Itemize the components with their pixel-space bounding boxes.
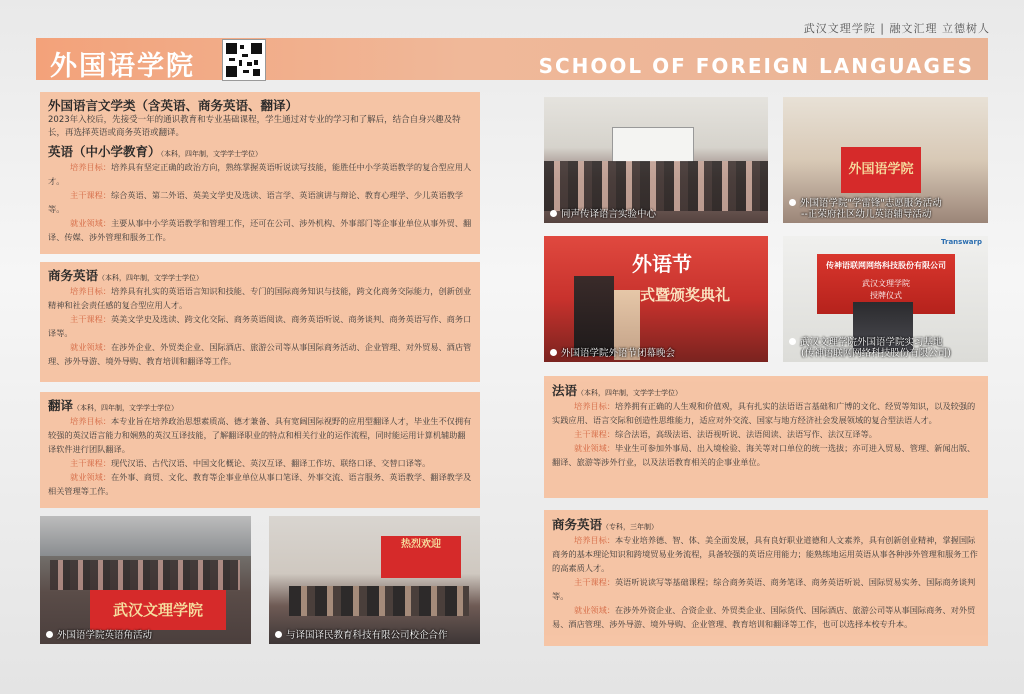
photo5-caption: 外国语学院外语节闭幕晚会	[544, 348, 679, 362]
photo-english-corner	[40, 516, 251, 644]
festival-title: 外语节	[632, 252, 692, 276]
photo3-caption: 同声传译语言实验中心	[544, 209, 660, 223]
section-title-business: 商务英语（本科，四年制，文学学士学位）	[48, 268, 204, 283]
panel-business-english	[40, 262, 480, 382]
translation-jobs: 就业领域：在外事、商贸、文化、教育等企事业单位从事口笔译、外事交流、语言服务、英语教学、翻译教学及相关管理等工作。	[48, 472, 472, 496]
screen-logo: Transwarp	[941, 238, 982, 246]
business-college-jobs: 就业领域：在涉外外资企业、合资企业、外贸类企业、国际货代、国际酒店、旅游公司等从事国际商务、对外贸易、酒店管理、涉外导游、境外导购、企业管理、教育培训和翻译等工作，也可以选择本校专升本。	[552, 605, 976, 629]
qr-code-icon	[222, 39, 266, 81]
english-jobs: 就业领域：主要从事中小学英语教学和管理工作，还可在公司、涉外机构、外事部门等企事业单位从事外贸、翻译、传媒、涉外管理和服务工作。	[48, 218, 472, 242]
category-title: 外国语言文学类（含英语、商务英语、翻译）	[48, 98, 299, 113]
english-title: SCHOOL OF FOREIGN LANGUAGES	[538, 54, 974, 78]
panel-english	[40, 92, 480, 254]
photo4-caption: 外国语学院"学雷锋"志愿服务活动 --正荣府社区幼儿英语辅导活动	[783, 198, 946, 223]
section-title-english: 英语（中小学教育）（本科，四年制，文学学士学位）	[48, 144, 263, 159]
panel-french	[544, 376, 988, 498]
photo6-caption: 武汉文理学院外国语学院实习基地 (传神语联网网络科技股份有限公司)	[783, 337, 955, 362]
photo1-banner: 武汉文理学院	[90, 590, 226, 630]
section-title-translation: 翻译（本科，四年制，文学学士学位）	[48, 398, 179, 413]
school-motto: 武汉文理学院 | 融文汇理 立德树人	[803, 22, 990, 35]
category-desc: 2023年入校后，先接受一年的通识教育和专业基础课程，学生通过对专业的学习和了解后，结合自身兴趣及特长，再选择英语或商务英语或翻译。	[48, 115, 461, 138]
section-title-french: 法语（本科，四年制，文学学士学位）	[552, 383, 683, 398]
french-courses: 主干课程：综合法语，高级法语、法语视听说、法语阅读、法语写作、法汉互译等。	[574, 429, 877, 439]
business-college-goal: 培养目标：本专业培养德、智、体、美全面发展，具有良好职业道德和人文素养，具有创新创业精神，掌握国际商务的基本理论知识和跨境贸易业务流程，具备较强的英语应用能力；能熟练地运用英语从事各种涉外管理和服务工作的高素质人才。	[552, 535, 978, 573]
english-goal: 培养目标：培养具有坚定正确的政治方向，熟练掌握英语听说读写技能，能胜任中小学英语教学的复合型应用人才。	[48, 162, 472, 186]
business-jobs: 就业领域：在涉外企业、外贸类企业、国际酒店、旅游公司等从事国际商务活动、企业管理、对外贸易、酒店管理、涉外导游、境外导购、教育培训和翻译等工作。	[48, 342, 472, 366]
english-courses: 主干课程：综合英语、第二外语、英美文学史及选读、语言学、英语演讲与辩论、教育心理学、少儿英语教学等。	[48, 190, 464, 214]
photo2-banner: 热烈欢迎	[381, 536, 461, 578]
photo-internship-base	[783, 236, 988, 362]
business-goal: 培养目标：培养具有扎实的英语语言知识和技能、专门的国际商务知识与技能，跨文化商务交际能力，创新创业精神和社会责任感的复合型应用人才。	[48, 286, 472, 310]
screen-sub1: 武汉文理学院	[862, 279, 910, 288]
business-college-courses: 主干课程：英语听说读写等基础课程；综合商务英语、商务笔译、商务英语听说、国际贸易实务、国际商务谈判等。	[552, 577, 976, 601]
photo-language-festival	[544, 236, 768, 362]
section-title-business-college: 商务英语（专科，三年制）	[552, 517, 659, 532]
translation-courses: 主干课程：现代汉语、古代汉语、中国文化概论、英汉互译、翻译工作坊、联络口译、交替口译等。	[70, 458, 431, 468]
screen-sub2: 授牌仪式	[870, 291, 902, 300]
photo4-banner: 外国语学院	[841, 147, 921, 193]
festival-sub: 式暨颁奖典礼	[640, 286, 731, 304]
page-title: 外国语学院	[50, 51, 195, 82]
business-courses: 主干课程：英美文学史及选读、跨文化交际、商务英语阅读、商务英语听说、商务谈判、商务英语写作、商务口译等。	[48, 314, 472, 338]
french-jobs: 就业领域：毕业生可参加外事局、出入境检验、海关等对口单位的统一选拔；亦可进入贸易、管理、新闻出版、翻译、旅游等涉外行业，以及法语教育相关的企事业单位。	[552, 443, 976, 467]
photo-interpretation-lab	[544, 97, 768, 223]
french-goal: 培养目标：培养拥有正确的人生观和价值观，具有扎实的法语语言基础和广博的文化、经贸等知识，以及较强的实践应用、语言交际和创造性思维能力，适应对外交流、国家与地方经济社会发展领域的复合型法语人才。	[552, 401, 976, 425]
photo1-caption: 外国语学院英语角活动	[40, 630, 156, 644]
screen-title: 传神语联网网络科技股份有限公司	[826, 261, 946, 270]
panel-business-college	[544, 510, 988, 646]
panel-translation	[40, 392, 480, 508]
photo-school-enterprise	[269, 516, 480, 644]
photo2-caption: 与译国译民教育科技有限公司校企合作	[269, 630, 452, 644]
translation-goal: 培养目标：本专业旨在培养政治思想素质高、德才兼备、具有宽阔国际视野的应用型翻译人才，毕业生不仅拥有较强的英汉语言能力和娴熟的英汉互译技能，了解翻译职业的特点和相关行业的运作流程，同时能运用计算机辅助翻译软件进行团队翻译。	[48, 416, 472, 454]
photo-volunteer	[783, 97, 988, 223]
